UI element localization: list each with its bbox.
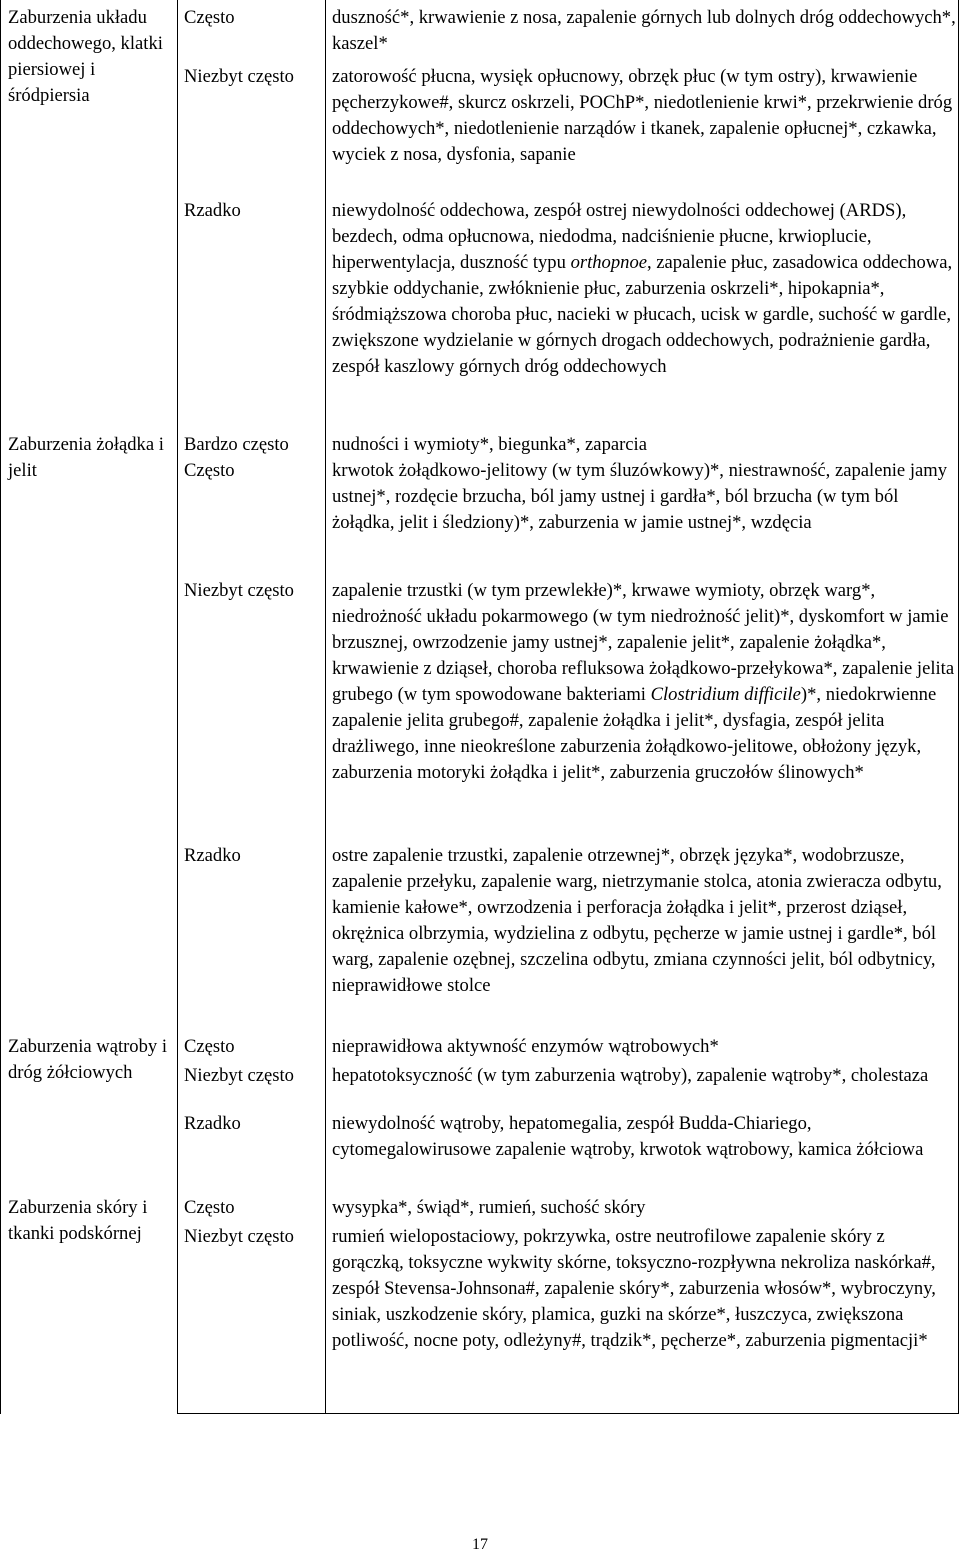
organ-class-label: Zaburzenia wątroby i dróg żółciowych <box>8 1036 168 1083</box>
frequency-label: Niezbyt często <box>184 66 294 87</box>
frequency-label: Niezbyt często <box>184 580 294 601</box>
adverse-reactions-text: duszność*, krwawienie z nosa, zapalenie górnych lub dolnych dróg oddechowych*, kaszel* <box>332 7 956 54</box>
table-divider-organ <box>177 0 178 1414</box>
adverse-reactions-text: zatorowość płucna, wysięk opłucnowy, obrzęk płuc (w tym ostry), krwawienie pęcherzykowe#, skurcz oskrzeli, POChP*, niedotlenienie krwi*, przekrwienie dróg oddechowych*, niedotlenienie narządów i tkanek, zapalenie opłucnej*, czkawka, wyciek z nosa, dysfonia, sapanie <box>332 66 953 165</box>
frequency-label: Niezbyt często <box>184 1065 294 1086</box>
frequency-label: Często <box>184 1197 235 1218</box>
adverse-reactions-text: krwotok żołądkowo-jelitowy (w tym śluzówkowy)*, niestrawność, zapalenie jamy ustnej*, rozdęcie brzucha, ból jamy ustnej i gardła*, ból brzucha (w tym ból żołądka, jelit i śledziony)*, zaburzenia w jamie ustnej*, wzdęcia <box>332 460 947 533</box>
adverse-reactions-text: ostre zapalenie trzustki, zapalenie otrzewnej*, obrzęk języka*, wodobrzusze, zapalenie przełyku, zapalenie warg, nietrzymanie stolca, atonia zwieracza odbytu, kamienie kałowe*, owrzodzenia i perforacja żołądka i jelit*, przerost dziąseł, okrężnica olbrzymia, wydzielina z odbytu, pęcherze w jamie ustnej i gardle*, ból warg, zapalenie ozębnej, szczelina odbytu, zmiana czynności jelit, ból odbytnicy, nieprawidłowe stolce <box>332 845 942 996</box>
frequency-label: Rzadko <box>184 200 241 221</box>
frequency-label: Bardzo często <box>184 434 289 455</box>
frequency-label: Często <box>184 460 235 481</box>
organ-class-label: Zaburzenia skóry i tkanki podskórnej <box>8 1197 148 1244</box>
frequency-label: Często <box>184 7 235 28</box>
frequency-label: Często <box>184 1036 235 1057</box>
frequency-label: Rzadko <box>184 845 241 866</box>
organ-class-label: Zaburzenia żołądka i jelit <box>8 434 164 481</box>
frequency-label: Rzadko <box>184 1113 241 1134</box>
adverse-reactions-text: niewydolność oddechowa, zespół ostrej niewydolności oddechowej (ARDS), bezdech, odma opłucnowa, niedodma, nadciśnienie płucne, krwioplucie, hiperwentylacja, duszność typu orthopnoe, zapalenie płuc, zasadowica oddechowa, szybkie oddychanie, zwłóknienie płuc, zaburzenia oskrzeli*, hipokapnia*, śródmiąższowa choroba płuc, nacieki w płucach, ucisk w gardle, suchość w gardle, zwiększone wydzielanie w górnych drogach oddechowych, podrażnienie gardła, zespół kaszlowy górnych dróg oddechowych <box>332 200 953 377</box>
adverse-reactions-text: wysypka*, świąd*, rumień, suchość skóry <box>332 1197 646 1218</box>
adverse-reactions-text: nieprawidłowa aktywność enzymów wątrobowych* <box>332 1036 719 1057</box>
adverse-reactions-text: nudności i wymioty*, biegunka*, zaparcia <box>332 434 647 455</box>
adverse-reactions-text: rumień wielopostaciowy, pokrzywka, ostre neutrofilowe zapalenie skóry z gorączką, toksyczne wykwity skórne, toksyczno-rozpływna nekroliza naskórka#, zespół Stevensa-Johnsona#, zapalenie skóry*, zaburzenia włosów*, wybroczyny, siniak, uszkodzenie skóry, plamica, guzki na skórze*, łuszczyca, zwiększona potliwość, nocne poty, odleżyny#, trądzik*, pęcherze*, zaburzenia pigmentacji* <box>332 1226 936 1351</box>
table-border-right <box>958 0 959 1414</box>
page-number: 17 <box>472 1536 488 1553</box>
adverse-reactions-text: hepatotoksyczność (w tym zaburzenia wątroby), zapalenie wątroby*, cholestaza <box>332 1065 929 1086</box>
adverse-reactions-text: zapalenie trzustki (w tym przewlekłe)*, krwawe wymioty, obrzęk warg*, niedrożność układu pokarmowego (w tym niedrożność jelit)*, dyskomfort w jamie brzusznej, owrzodzenie jamy ustnej*, zapalenie jelit*, zapalenie żołądka*, krwawienie z dziąseł, choroba refluksowa żołądkowo-przełykowa*, zapalenie jelita grubego (w tym spowodowane bakteriami Clostridium difficile)*, niedokrwienne zapalenie jelita grubego#, zapalenie żołądka i jelit*, dysfagia, zespół jelita drażliwego, inne nieokreślone zaburzenia żołądkowo-jelitowe, obłożony język, zaburzenia motoryki żołądka i jelit*, zaburzenia gruczołów ślinowych* <box>332 580 955 783</box>
table-border-left <box>0 0 1 1414</box>
adverse-reactions-text: niewydolność wątroby, hepatomegalia, zespół Budda-Chiariego, cytomegalowirusowe zapalenie wątroby, krwotok wątrobowy, kamica żółciowa <box>332 1113 924 1160</box>
table-border-bottom <box>177 1413 959 1414</box>
frequency-label: Niezbyt często <box>184 1226 294 1247</box>
organ-class-label: Zaburzenia układu oddechowego, klatki piersiowej i śródpiersia <box>8 7 163 106</box>
